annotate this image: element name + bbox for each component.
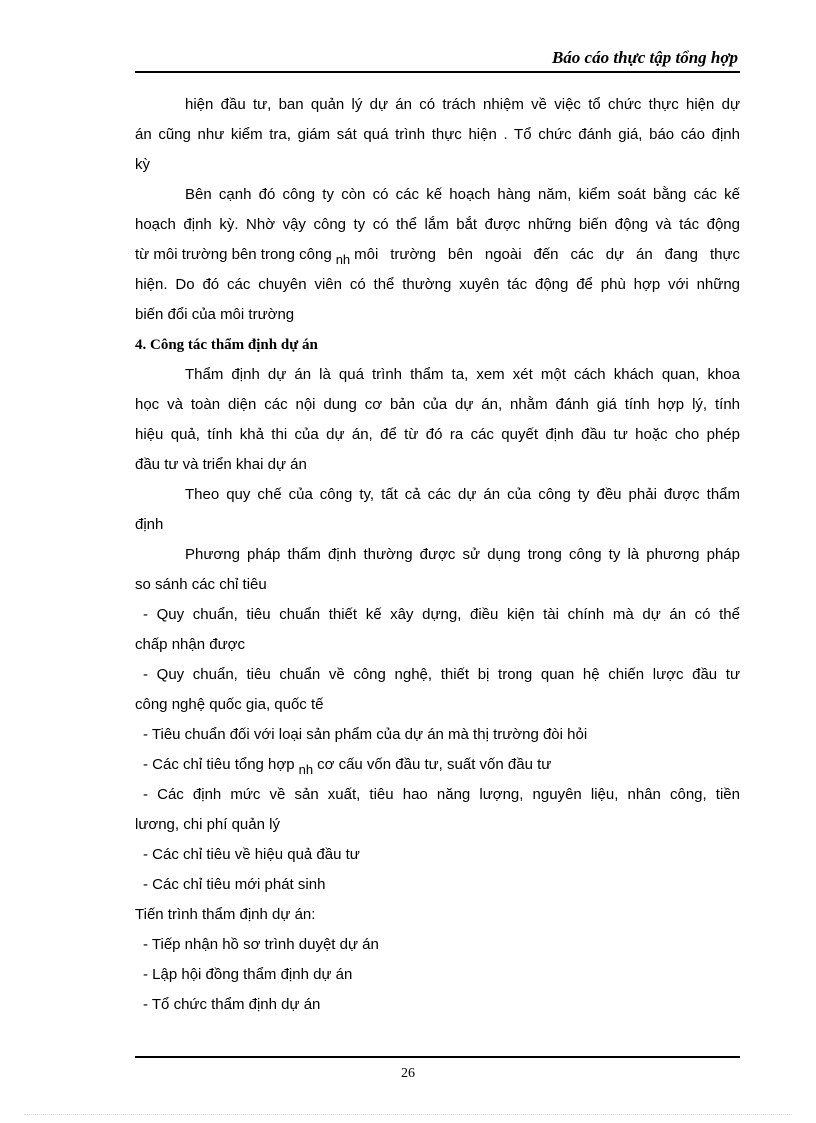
section-heading: 4. Công tác thẩm định dự án (135, 337, 318, 353)
text-line: hiện. Do đó các chuyên viên có thể thường xuyên tác động để phù hợp với những (135, 276, 740, 293)
text-line: định (135, 516, 164, 533)
text-line: công nghệ quốc gia, quốc tế (135, 696, 324, 713)
text-segment: - Các chỉ tiêu tổng hợp (143, 756, 295, 773)
header-rule (135, 71, 740, 73)
bullet-line: - Lập hội đồng thẩm định dự án (143, 966, 353, 983)
bullet-line: - Quy chuẩn, tiêu chuẩn về công nghệ, thiết bị trong quan hệ chiến lược đầu tư (143, 666, 740, 683)
text-line (135, 240, 740, 270)
bullet-line: - Các chỉ tiêu mới phát sinh (143, 876, 326, 893)
bullet-line: - Các định mức về sản xuất, tiêu hao năng lượng, nguyên liệu, nhân công, tiền (143, 786, 740, 803)
text-line: hoạch định kỳ. Nhờ vậy công ty có thể lắm bắt được những biến động và tác động (135, 216, 740, 233)
text-line: lương, chi phí quản lý (135, 816, 280, 833)
text-line: biến đổi của môi trường (135, 306, 295, 323)
text-segment: từ môi trường bên trong công (135, 246, 332, 263)
subscript-fragment: nh (335, 252, 351, 267)
text-line: án cũng như kiểm tra, giám sát quá trình thực hiện . Tổ chức đánh giá, báo cáo định (135, 126, 740, 143)
text-segment: môi trường bên ngoài đến các dự án đang thực (354, 246, 740, 263)
text-line: so sánh các chỉ tiêu (135, 576, 267, 593)
bullet-line: - Các chỉ tiêu về hiệu quả đầu tư (143, 846, 360, 863)
text-line: chấp nhận được (135, 636, 245, 653)
text-line: học và toàn diện các nội dung cơ bản của dự án, nhằm đánh giá tính hợp lý, tính (135, 396, 740, 413)
text-line: Phương pháp thẩm định thường được sử dụng trong công ty là phương pháp (185, 546, 740, 563)
text-line: hiệu quả, tính khả thi của dự án, để từ đó ra các quyết định đầu tư hoặc cho phép (135, 426, 740, 443)
page-edge-dotted-line (24, 1114, 792, 1115)
process-title: Tiến trình thẩm định dự án: (135, 906, 316, 923)
document-body (135, 90, 740, 1020)
text-line: đầu tư và triển khai dự án (135, 456, 307, 473)
bullet-line: - Tiêu chuẩn đối với loại sản phẩm của dự án mà thị trường đòi hỏi (143, 726, 588, 743)
text-line: Thẩm định dự án là quá trình thẩm ta, xem xét một cách khách quan, khoa (185, 366, 740, 383)
bullet-line (135, 750, 740, 780)
footer-rule (135, 1056, 740, 1058)
text-line: Theo quy chế của công ty, tất cả các dự án của công ty đều phải được thẩm (185, 486, 740, 503)
bullet-line: - Quy chuẩn, tiêu chuẩn thiết kế xây dựng, điều kiện tài chính mà dự án có thể (143, 606, 740, 623)
bullet-line: - Tổ chức thẩm định dự án (143, 996, 321, 1013)
text-segment: cơ cấu vốn đầu tư, suất vốn đầu tư (317, 756, 552, 773)
page-number: 26 (401, 1066, 415, 1081)
text-line: Bên cạnh đó công ty còn có các kế hoạch hàng năm, kiểm soát bằng các kế (185, 186, 740, 203)
bullet-line: - Tiếp nhận hồ sơ trình duyệt dự án (143, 936, 379, 953)
text-line: hiện đầu tư, ban quản lý dự án có trách nhiệm về việc tổ chức thực hiện dự (185, 96, 740, 113)
header-title: Báo cáo thực tập tổng hợp (551, 48, 738, 67)
text-line: kỳ (135, 156, 150, 173)
subscript-fragment: nh (298, 762, 314, 777)
